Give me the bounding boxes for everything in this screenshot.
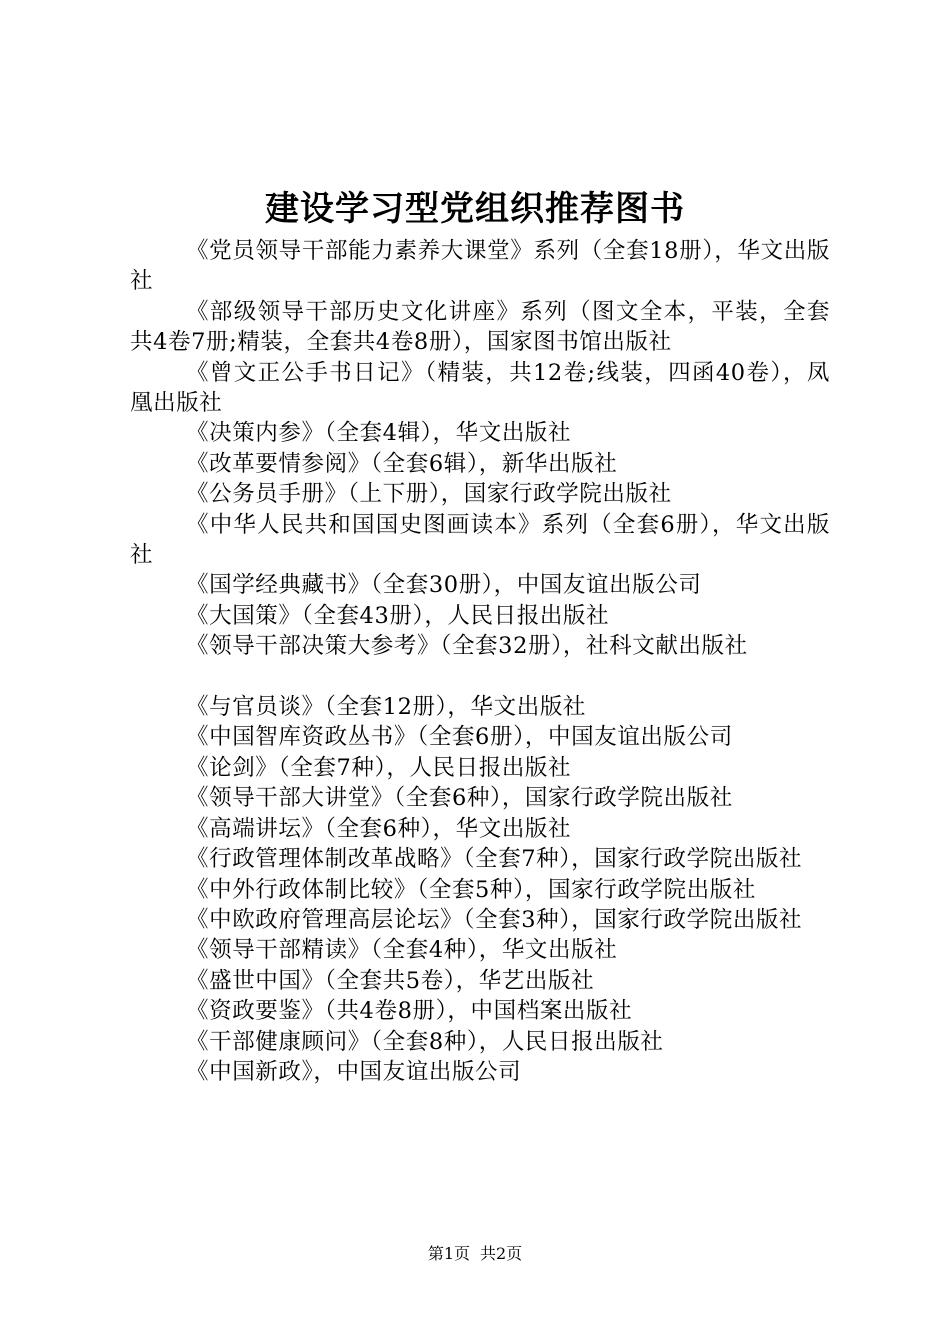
book-entry: 《党员领导干部能力素养大课堂》系列（全套18册），华文出版社 [130, 238, 830, 295]
book-entry: 《改革要情参阅》（全套6辑），新华出版社 [186, 450, 618, 477]
book-list [130, 236, 830, 1087]
book-entry: 《公务员手册》（上下册），国家行政学院出版社 [186, 481, 672, 508]
book-entry: 《中国新政》，中国友谊出版公司 [186, 1058, 522, 1085]
blank-line [130, 662, 830, 692]
book-entry: 《领导干部决策大参考》（全套32册），社科文献出版社 [186, 633, 748, 660]
book-entry: 《曾文正公手书日记》（精装，共12卷;线装，四函40卷），凤凰出版社 [130, 359, 830, 417]
page-footer [0, 1243, 950, 1265]
book-entry: 《干部健康顾问》（全套8种），人民日报出版社 [186, 1028, 664, 1055]
book-entry: 《大国策》（全套43册），人民日报出版社 [186, 602, 610, 629]
book-entry: 《中华人民共和国国史图画读本》系列（全套6册），华文出版社 [130, 511, 830, 569]
book-entry: 《部级领导干部历史文化讲座》系列（图文全本，平装，全套共4卷7册;精装，全套共4卷8册），国家图书馆出版社 [130, 298, 830, 356]
page-total: 共2页 [480, 1244, 523, 1263]
book-entry: 《领导干部精读》（全套4种），华文出版社 [186, 937, 618, 964]
book-entry: 《资政要鉴》（共4卷8册），中国档案出版社 [186, 998, 633, 1025]
book-entry: 《行政管理体制改革战略》（全套7种），国家行政学院出版社 [186, 846, 803, 873]
book-entry: 《领导干部大讲堂》（全套6种），国家行政学院出版社 [186, 785, 733, 812]
document-title: 建设学习型党组织推荐图书 [265, 189, 685, 229]
book-entry: 《盛世中国》（全套共5卷），华艺出版社 [186, 967, 595, 994]
book-entry: 《高端讲坛》（全套6种），华文出版社 [186, 815, 572, 842]
book-entry: 《论剑》（全套7种），人民日报出版社 [186, 754, 572, 781]
book-entry: 《中外行政体制比较》（全套5种），国家行政学院出版社 [186, 876, 756, 903]
book-entry: 《与官员谈》（全套12册），华文出版社 [186, 694, 587, 721]
book-entry: 《中国智库资政丛书》（全套6册），中国友谊出版公司 [186, 724, 733, 751]
book-entry: 《中欧政府管理高层论坛》（全套3种），国家行政学院出版社 [186, 906, 803, 933]
book-entry: 《决策内参》（全套4辑），华文出版社 [186, 420, 572, 447]
page-number: 第1页 [427, 1244, 470, 1263]
book-entry: 《国学经典藏书》（全套30册），中国友谊出版公司 [186, 572, 702, 599]
